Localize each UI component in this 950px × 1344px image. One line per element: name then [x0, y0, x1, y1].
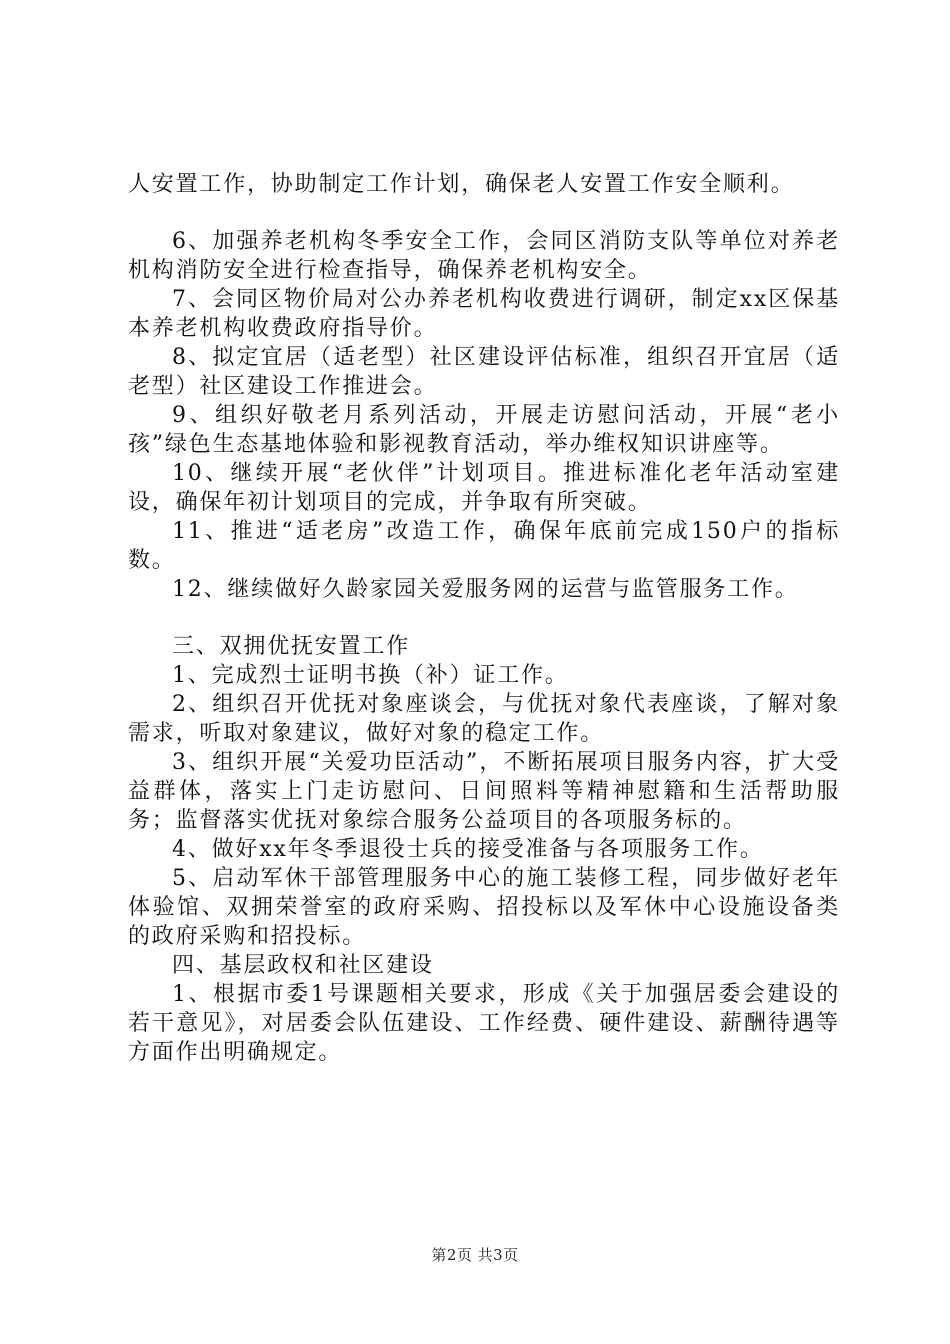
- item-a-9: 9、组织好敬老月系列活动，开展走访慰问活动，开展“老小孩”绿色生态基地体验和影视教育活动，举办维权知识讲座等。: [128, 403, 840, 457]
- item-b-1: 1、完成烈士证明书换（补）证工作。: [172, 663, 569, 688]
- item-b-5: 5、启动军休干部管理服务中心的施工装修工程，同步做好老年体验馆、双拥荣誉室的政府采购、招投标以及军休中心设施设备类的政府采购和招投标。: [128, 866, 840, 949]
- section-3-heading: 三、双拥优抚安置工作: [172, 634, 411, 659]
- item-a-6: 6、加强养老机构冬季安全工作，会同区消防支队等单位对养老机构消防安全进行检查指导，确保养老机构安全。: [128, 229, 840, 283]
- item-c-1: 1、根据市委1号课题相关要求，形成《关于加强居委会建设的若干意见》，对居委会队伍建设、工作经费、硬件建设、薪酬待遇等方面作出明确规定。: [128, 982, 840, 1065]
- section-4-heading: 四、基层政权和社区建设: [172, 953, 434, 978]
- item-a-8: 8、拟定宜居（适老型）社区建设评估标准，组织召开宜居（适老型）社区建设工作推进会。: [128, 345, 840, 399]
- document-body: [128, 170, 840, 1067]
- item-b-4: 4、做好xx年冬季退役士兵的接受准备与各项服务工作。: [172, 837, 764, 862]
- paragraph-gap: [128, 604, 840, 632]
- paragraph-gap: [128, 199, 840, 227]
- item-a-11: 11、推进“适老房”改造工作，确保年底前完成150户的指标数。: [128, 519, 840, 573]
- lead-line: 人安置工作，协助制定工作计划，确保老人安置工作安全顺利。: [128, 172, 795, 197]
- item-b-2: 2、组织召开优抚对象座谈会，与优抚对象代表座谈，了解对象需求，听取对象建议，做好对象的稳定工作。: [128, 692, 840, 746]
- item-a-10: 10、继续开展“老伙伴”计划项目。推进标准化老年活动室建设，确保年初计划项目的完成，并争取有所突破。: [128, 461, 840, 515]
- item-a-12: 12、继续做好久龄家园关爱服务网的运营与监管服务工作。: [172, 577, 799, 602]
- page-footer: 第2页 共3页: [431, 1246, 519, 1264]
- item-b-3: 3、组织开展“关爱功臣活动”，不断拓展项目服务内容，扩大受益群体，落实上门走访慰问、日间照料等精神慰籍和生活帮助服务；监督落实优抚对象综合服务公益项目的各项服务标的。: [128, 750, 840, 833]
- item-a-7: 7、会同区物价局对公办养老机构收费进行调研，制定xx区保基本养老机构收费政府指导价。: [128, 287, 840, 341]
